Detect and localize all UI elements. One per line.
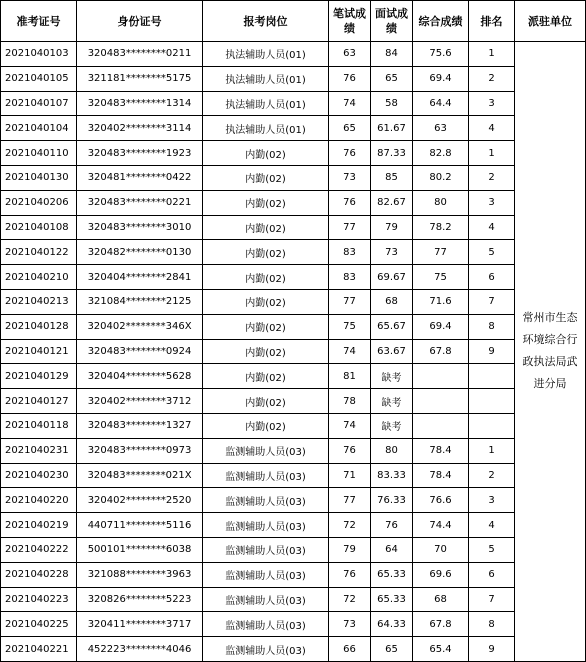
- total-score-cell: 70: [413, 537, 469, 562]
- rank-cell: 3: [469, 190, 515, 215]
- header-id-no: 身份证号: [77, 1, 203, 42]
- rank-cell: [469, 413, 515, 438]
- total-score-cell: [413, 389, 469, 414]
- header-row: [1, 1, 586, 42]
- total-score-cell: 67.8: [413, 339, 469, 364]
- interview-score-cell: 64.33: [371, 612, 413, 637]
- exam-id-cell: 2021040223: [1, 587, 77, 612]
- exam-id-cell: 2021040128: [1, 314, 77, 339]
- table-row: [1, 289, 586, 314]
- exam-id-cell: 2021040118: [1, 413, 77, 438]
- interview-score-cell: 73: [371, 240, 413, 265]
- total-score-cell: [413, 413, 469, 438]
- id-number-cell: 320483********0211: [77, 42, 203, 67]
- exam-id-cell: 2021040104: [1, 116, 77, 141]
- rank-cell: 7: [469, 289, 515, 314]
- exam-id-cell: 2021040129: [1, 364, 77, 389]
- exam-id-cell: 2021040107: [1, 91, 77, 116]
- interview-score-cell: 76: [371, 513, 413, 538]
- written-score-cell: 78: [329, 389, 371, 414]
- header-exam-id: 准考证号: [1, 1, 77, 42]
- total-score-cell: 69.6: [413, 562, 469, 587]
- total-score-cell: 77: [413, 240, 469, 265]
- table-row: [1, 587, 586, 612]
- total-score-cell: 65.4: [413, 637, 469, 662]
- table-row: [1, 240, 586, 265]
- id-number-cell: 320402********3712: [77, 389, 203, 414]
- header-position: 报考岗位: [203, 1, 329, 42]
- position-cell: 内勤(02): [203, 265, 329, 290]
- total-score-cell: 78.4: [413, 438, 469, 463]
- exam-id-cell: 2021040122: [1, 240, 77, 265]
- id-number-cell: 500101********6038: [77, 537, 203, 562]
- rank-cell: 1: [469, 438, 515, 463]
- position-cell: 内勤(02): [203, 165, 329, 190]
- exam-id-cell: 2021040105: [1, 66, 77, 91]
- exam-id-cell: 2021040230: [1, 463, 77, 488]
- table-row: [1, 438, 586, 463]
- exam-id-cell: 2021040108: [1, 215, 77, 240]
- total-score-cell: 67.8: [413, 612, 469, 637]
- interview-score-cell: 61.67: [371, 116, 413, 141]
- total-score-cell: 75: [413, 265, 469, 290]
- written-score-cell: 76: [329, 562, 371, 587]
- table-row: [1, 537, 586, 562]
- id-number-cell: 320483********1314: [77, 91, 203, 116]
- rank-cell: 9: [469, 637, 515, 662]
- table-row: [1, 66, 586, 91]
- total-score-cell: [413, 364, 469, 389]
- total-score-cell: 78.4: [413, 463, 469, 488]
- position-cell: 内勤(02): [203, 141, 329, 166]
- interview-score-cell: 80: [371, 438, 413, 463]
- position-cell: 内勤(02): [203, 240, 329, 265]
- position-cell: 执法辅助人员(01): [203, 42, 329, 67]
- position-cell: 监测辅助人员(03): [203, 463, 329, 488]
- written-score-cell: 74: [329, 413, 371, 438]
- interview-score-cell: 65.33: [371, 562, 413, 587]
- id-number-cell: 320483********3010: [77, 215, 203, 240]
- rank-cell: 3: [469, 91, 515, 116]
- exam-id-cell: 2021040210: [1, 265, 77, 290]
- unit-cell: 常州市生态环境综合行政执法局武进分局: [515, 42, 586, 662]
- table-row: [1, 513, 586, 538]
- written-score-cell: 77: [329, 289, 371, 314]
- id-number-cell: 320404********2841: [77, 265, 203, 290]
- written-score-cell: 83: [329, 265, 371, 290]
- written-score-cell: 77: [329, 215, 371, 240]
- rank-cell: 2: [469, 463, 515, 488]
- rank-cell: 6: [469, 562, 515, 587]
- header-unit: 派驻单位: [515, 1, 586, 42]
- total-score-cell: 76.6: [413, 488, 469, 513]
- rank-cell: 3: [469, 488, 515, 513]
- header-interview-score: 面试成绩: [371, 1, 413, 42]
- id-number-cell: 320483********0973: [77, 438, 203, 463]
- exam-id-cell: 2021040213: [1, 289, 77, 314]
- rank-cell: 5: [469, 240, 515, 265]
- rank-cell: 2: [469, 165, 515, 190]
- interview-score-cell: 65.33: [371, 587, 413, 612]
- total-score-cell: 63: [413, 116, 469, 141]
- exam-id-cell: 2021040221: [1, 637, 77, 662]
- id-number-cell: 321084********2125: [77, 289, 203, 314]
- interview-score-cell: 83.33: [371, 463, 413, 488]
- interview-score-cell: 65.67: [371, 314, 413, 339]
- written-score-cell: 79: [329, 537, 371, 562]
- exam-id-cell: 2021040222: [1, 537, 77, 562]
- position-cell: 执法辅助人员(01): [203, 116, 329, 141]
- position-cell: 内勤(02): [203, 190, 329, 215]
- interview-score-cell: 65: [371, 66, 413, 91]
- exam-id-cell: 2021040225: [1, 612, 77, 637]
- written-score-cell: 63: [329, 42, 371, 67]
- interview-score-cell: 82.67: [371, 190, 413, 215]
- id-number-cell: 320483********0221: [77, 190, 203, 215]
- id-number-cell: 320402********346X: [77, 314, 203, 339]
- total-score-cell: 71.6: [413, 289, 469, 314]
- table-row: [1, 364, 586, 389]
- rank-cell: [469, 364, 515, 389]
- table-row: [1, 116, 586, 141]
- exam-id-cell: 2021040127: [1, 389, 77, 414]
- rank-cell: 7: [469, 587, 515, 612]
- table-row: [1, 339, 586, 364]
- table-row: [1, 165, 586, 190]
- table-row: [1, 612, 586, 637]
- table-row: [1, 42, 586, 67]
- exam-id-cell: 2021040103: [1, 42, 77, 67]
- position-cell: 内勤(02): [203, 413, 329, 438]
- id-number-cell: 320826********5223: [77, 587, 203, 612]
- position-cell: 内勤(02): [203, 215, 329, 240]
- exam-id-cell: 2021040219: [1, 513, 77, 538]
- interview-score-cell: 缺考: [371, 389, 413, 414]
- rank-cell: 4: [469, 215, 515, 240]
- position-cell: 内勤(02): [203, 339, 329, 364]
- written-score-cell: 83: [329, 240, 371, 265]
- written-score-cell: 76: [329, 141, 371, 166]
- id-number-cell: 320483********021X: [77, 463, 203, 488]
- written-score-cell: 76: [329, 190, 371, 215]
- written-score-cell: 77: [329, 488, 371, 513]
- interview-score-cell: 69.67: [371, 265, 413, 290]
- written-score-cell: 71: [329, 463, 371, 488]
- total-score-cell: 75.6: [413, 42, 469, 67]
- position-cell: 监测辅助人员(03): [203, 562, 329, 587]
- rank-cell: 6: [469, 265, 515, 290]
- id-number-cell: 320483********1327: [77, 413, 203, 438]
- interview-score-cell: 76.33: [371, 488, 413, 513]
- position-cell: 执法辅助人员(01): [203, 91, 329, 116]
- table-row: [1, 190, 586, 215]
- exam-id-cell: 2021040110: [1, 141, 77, 166]
- written-score-cell: 74: [329, 91, 371, 116]
- id-number-cell: 321088********3963: [77, 562, 203, 587]
- position-cell: 监测辅助人员(03): [203, 612, 329, 637]
- total-score-cell: 80: [413, 190, 469, 215]
- table-body: [1, 42, 586, 662]
- position-cell: 监测辅助人员(03): [203, 438, 329, 463]
- rank-cell: 2: [469, 66, 515, 91]
- rank-cell: 8: [469, 612, 515, 637]
- position-cell: 内勤(02): [203, 389, 329, 414]
- table-row: [1, 463, 586, 488]
- total-score-cell: 69.4: [413, 314, 469, 339]
- rank-cell: 1: [469, 141, 515, 166]
- interview-score-cell: 87.33: [371, 141, 413, 166]
- table-row: [1, 265, 586, 290]
- exam-id-cell: 2021040130: [1, 165, 77, 190]
- rank-cell: 5: [469, 537, 515, 562]
- interview-score-cell: 85: [371, 165, 413, 190]
- interview-score-cell: 68: [371, 289, 413, 314]
- interview-score-cell: 63.67: [371, 339, 413, 364]
- id-number-cell: 320402********3114: [77, 116, 203, 141]
- position-cell: 内勤(02): [203, 314, 329, 339]
- id-number-cell: 320482********0130: [77, 240, 203, 265]
- table-row: [1, 637, 586, 662]
- table-row: [1, 413, 586, 438]
- exam-id-cell: 2021040206: [1, 190, 77, 215]
- table-row: [1, 141, 586, 166]
- id-number-cell: 440711********5116: [77, 513, 203, 538]
- position-cell: 监测辅助人员(03): [203, 637, 329, 662]
- position-cell: 执法辅助人员(01): [203, 66, 329, 91]
- written-score-cell: 81: [329, 364, 371, 389]
- position-cell: 监测辅助人员(03): [203, 587, 329, 612]
- table-row: [1, 389, 586, 414]
- table-row: [1, 215, 586, 240]
- total-score-cell: 74.4: [413, 513, 469, 538]
- interview-score-cell: 64: [371, 537, 413, 562]
- rank-cell: 8: [469, 314, 515, 339]
- position-cell: 监测辅助人员(03): [203, 488, 329, 513]
- rank-cell: [469, 389, 515, 414]
- exam-id-cell: 2021040121: [1, 339, 77, 364]
- id-number-cell: 320411********3717: [77, 612, 203, 637]
- id-number-cell: 320404********5628: [77, 364, 203, 389]
- written-score-cell: 72: [329, 587, 371, 612]
- id-number-cell: 321181********5175: [77, 66, 203, 91]
- total-score-cell: 82.8: [413, 141, 469, 166]
- table-row: [1, 314, 586, 339]
- total-score-cell: 68: [413, 587, 469, 612]
- total-score-cell: 69.4: [413, 66, 469, 91]
- table-row: [1, 562, 586, 587]
- written-score-cell: 73: [329, 612, 371, 637]
- total-score-cell: 80.2: [413, 165, 469, 190]
- header-written-score: 笔试成绩: [329, 1, 371, 42]
- interview-score-cell: 58: [371, 91, 413, 116]
- written-score-cell: 76: [329, 438, 371, 463]
- exam-id-cell: 2021040220: [1, 488, 77, 513]
- position-cell: 内勤(02): [203, 364, 329, 389]
- table-row: [1, 488, 586, 513]
- rank-cell: 4: [469, 513, 515, 538]
- written-score-cell: 74: [329, 339, 371, 364]
- position-cell: 监测辅助人员(03): [203, 537, 329, 562]
- rank-cell: 4: [469, 116, 515, 141]
- id-number-cell: 320402********2520: [77, 488, 203, 513]
- written-score-cell: 73: [329, 165, 371, 190]
- id-number-cell: 320483********1923: [77, 141, 203, 166]
- header-rank: 排名: [469, 1, 515, 42]
- rank-cell: 9: [469, 339, 515, 364]
- interview-score-cell: 84: [371, 42, 413, 67]
- header-total-score: 综合成绩: [413, 1, 469, 42]
- id-number-cell: 320481********0422: [77, 165, 203, 190]
- written-score-cell: 66: [329, 637, 371, 662]
- interview-score-cell: 缺考: [371, 364, 413, 389]
- written-score-cell: 76: [329, 66, 371, 91]
- total-score-cell: 78.2: [413, 215, 469, 240]
- interview-score-cell: 65: [371, 637, 413, 662]
- interview-score-cell: 缺考: [371, 413, 413, 438]
- exam-id-cell: 2021040228: [1, 562, 77, 587]
- id-number-cell: 452223********4046: [77, 637, 203, 662]
- position-cell: 监测辅助人员(03): [203, 513, 329, 538]
- table-row: [1, 91, 586, 116]
- id-number-cell: 320483********0924: [77, 339, 203, 364]
- written-score-cell: 65: [329, 116, 371, 141]
- position-cell: 内勤(02): [203, 289, 329, 314]
- total-score-cell: 64.4: [413, 91, 469, 116]
- written-score-cell: 72: [329, 513, 371, 538]
- interview-score-cell: 79: [371, 215, 413, 240]
- rank-cell: 1: [469, 42, 515, 67]
- written-score-cell: 75: [329, 314, 371, 339]
- exam-id-cell: 2021040231: [1, 438, 77, 463]
